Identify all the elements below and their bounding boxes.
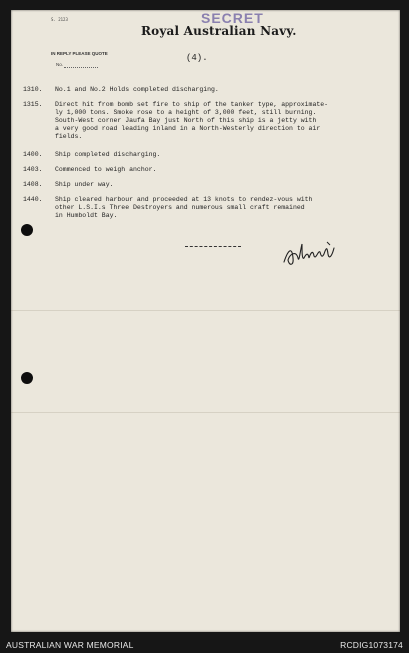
reply-label: IN REPLY PLEASE QUOTE (51, 51, 108, 56)
fold-line (11, 412, 400, 413)
punch-hole (21, 224, 33, 236)
log-entry (23, 86, 378, 94)
handwritten-signature-icon (280, 236, 340, 270)
log-entry (23, 151, 378, 159)
log-entry (23, 166, 378, 174)
fold-line (11, 310, 400, 311)
entry-time: 1310. (23, 86, 43, 93)
divider-line (185, 246, 241, 247)
archive-id: RCDIG1073174 (340, 640, 403, 650)
letterhead: Royal Australian Navy. (141, 24, 297, 38)
secret-stamp: SECRET (201, 10, 264, 26)
entry-time: 1403. (23, 166, 43, 173)
entry-text: Ship under way. (55, 181, 114, 188)
log-entry (23, 196, 378, 220)
log-entry (23, 181, 378, 189)
no-label: No. (56, 62, 64, 67)
entry-text: Direct hit from bomb set fire to ship of the tanker type, approximate- ly 1,000 tons. Smoke rose to a height of 3,000 feet, still burning. South-West corner Jaufa Bay just North of this ship is a jetty with a very good road leading inland in a North-Westerly direction to air fields. (55, 101, 329, 140)
entry-text: No.1 and No.2 Holds completed discharging. (55, 86, 219, 93)
entry-text: Ship completed discharging. (55, 151, 161, 158)
archive-name: AUSTRALIAN WAR MEMORIAL (6, 640, 134, 650)
log-entry (23, 101, 378, 141)
entry-text: Commenced to weigh anchor. (55, 166, 157, 173)
entry-time: 1440. (23, 196, 43, 203)
punch-hole (21, 372, 33, 384)
entry-time: 1400. (23, 151, 43, 158)
entry-text: Ship cleared harbour and proceeded at 13 knots to rendez-vous with other L.S.I.s Three Destroyers and numerous small craft remained in Humboldt Bay. (55, 196, 313, 219)
form-number: S. 2123 (51, 17, 68, 22)
no-line (64, 67, 98, 68)
entry-time: 1315. (23, 101, 43, 108)
entry-time: 1408. (23, 181, 43, 188)
page-number: (4). (186, 53, 208, 63)
